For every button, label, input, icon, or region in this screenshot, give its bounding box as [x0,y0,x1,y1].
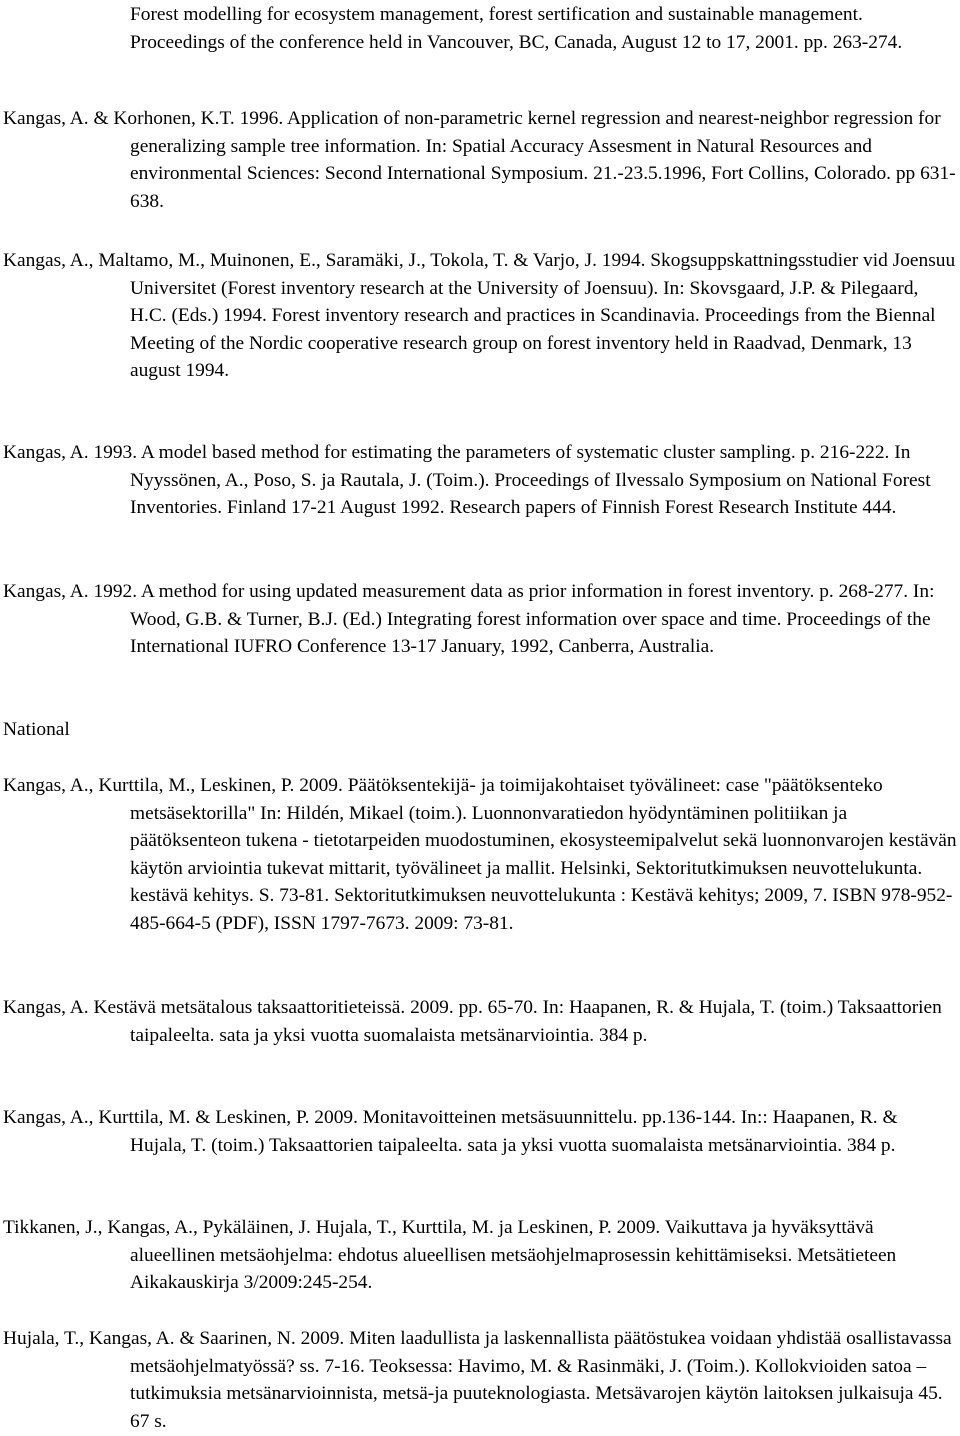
reference-entry: Kangas, A. & Korhonen, K.T. 1996. Application of non-parametric kernel regression and nearest-neighbor regression for generalizing sample tree information. In: Spatial Accuracy Assesment in Natural Resources and environmental Sciences: Second International Symposium. 21.-23.5.1996, Fort Collins, Colorado. pp 631-638. [3,108,956,212]
reference-entry: Kangas, A., Maltamo, M., Muinonen, E., Saramäki, J., Tokola, T. & Varjo, J. 1994. Skogsuppskattningsstudier vid Joensuu Universitet (Forest inventory research at the University of Joensuu). In: Skovsgaard, J.P. & Pilegaard, H.C. (Eds.) 1994. Forest inventory research and practices in Scandinavia. Proceedings from the Biennal Meeting of the Nordic cooperative research group on forest inventory held in Raadvad, Denmark, 13 august 1994. [3,250,956,382]
reference-entry: Kangas, A. 1992. A method for using updated measurement data as prior information in forest inventory. p. 268-277. In: Wood, G.B. & Turner, B.J. (Ed.) Integrating forest information over space and time. Proceedings of the International IUFRO Conference 13-17 January, 1992, Canberra, Australia. [3,581,935,658]
reference-entry: Hujala, T., Kangas, A. & Saarinen, N. 2009. Miten laadullista ja laskennallista päätöstukea voidaan yhdistää osallistavassa metsäohjelmatyössä? ss. 7-16. Teoksessa: Havimo, M. & Rasinmäki, J. (Toim.). Kollokvioiden satoa – tutkimuksia metsänarvioinnista, metsä-ja puuteknologiasta. Metsävarojen käytön laitoksen julkaisuja 45. 67 s. [3,1328,952,1432]
reference-entry: Tikkanen, J., Kangas, A., Pykäläinen, J. Hujala, T., Kurttila, M. ja Leskinen, P. 2009. Vaikuttava ja hyväksyttävä alueellinen metsäohjelma: ehdotus alueellisen metsäohjelmaprosessin kehittämiseksi. Metsätieteen Aikakauskirja 3/2009:245-254. [3,1217,897,1294]
reference-entry: Kangas, A. Kestävä metsätalous taksaattoritieteissä. 2009. pp. 65-70. In: Haapanen, R. & Hujala, T. (toim.) Taksaattorien taipaleelta. sata ja yksi vuotta suomalaista metsänarviointia. 384 p. [3,997,942,1046]
reference-continuation: Forest modelling for ecosystem management, forest sertification and sustainable management. Proceedings of the conference held in Vancouver, BC, Canada, August 12 to 17, 2001. pp. 263-274. [130,4,903,53]
reference-entry: Kangas, A., Kurttila, M., Leskinen, P. 2009. Päätöksentekijä- ja toimijakohtaiset työvälineet: case "päätöksenteko metsäsektorilla" In: Hildén, Mikael (toim.). Luonnonvaratiedon hyödyntäminen politiikan ja päätöksenteon tukena - tietotarpeiden muodostuminen, ekosysteemipalvelut sekä luonnonvarojen kestävän käytön arviointia tukevat mittarit, työvälineet ja mallit. Helsinki, Sektoritutkimuksen neuvottelukunta. kestävä kehitys. S. 73-81. Sektoritutkimuksen neuvottelukunta : Kestävä kehitys; 2009, 7. ISBN 978-952-485-664-5 (PDF), ISSN 1797-7673. 2009: 73-81. [3,775,957,934]
reference-entry: Kangas, A., Kurttila, M. & Leskinen, P. 2009. Monitavoitteinen metsäsuunnittelu. pp.136-144. In:: Haapanen, R. & Hujala, T. (toim.) Taksaattorien taipaleelta. sata ja yksi vuotta suomalaista metsänarviointia. 384 p. [3,1107,898,1156]
reference-entry: Kangas, A. 1993. A model based method for estimating the parameters of systematic cluster sampling. p. 216-222. In Nyyssönen, A., Poso, S. ja Rautala, J. (Toim.). Proceedings of Ilvessalo Symposium on National Forest Inventories. Finland 17-21 August 1992. Research papers of Finnish Forest Research Institute 444. [3,442,931,519]
section-heading: National [3,719,70,740]
